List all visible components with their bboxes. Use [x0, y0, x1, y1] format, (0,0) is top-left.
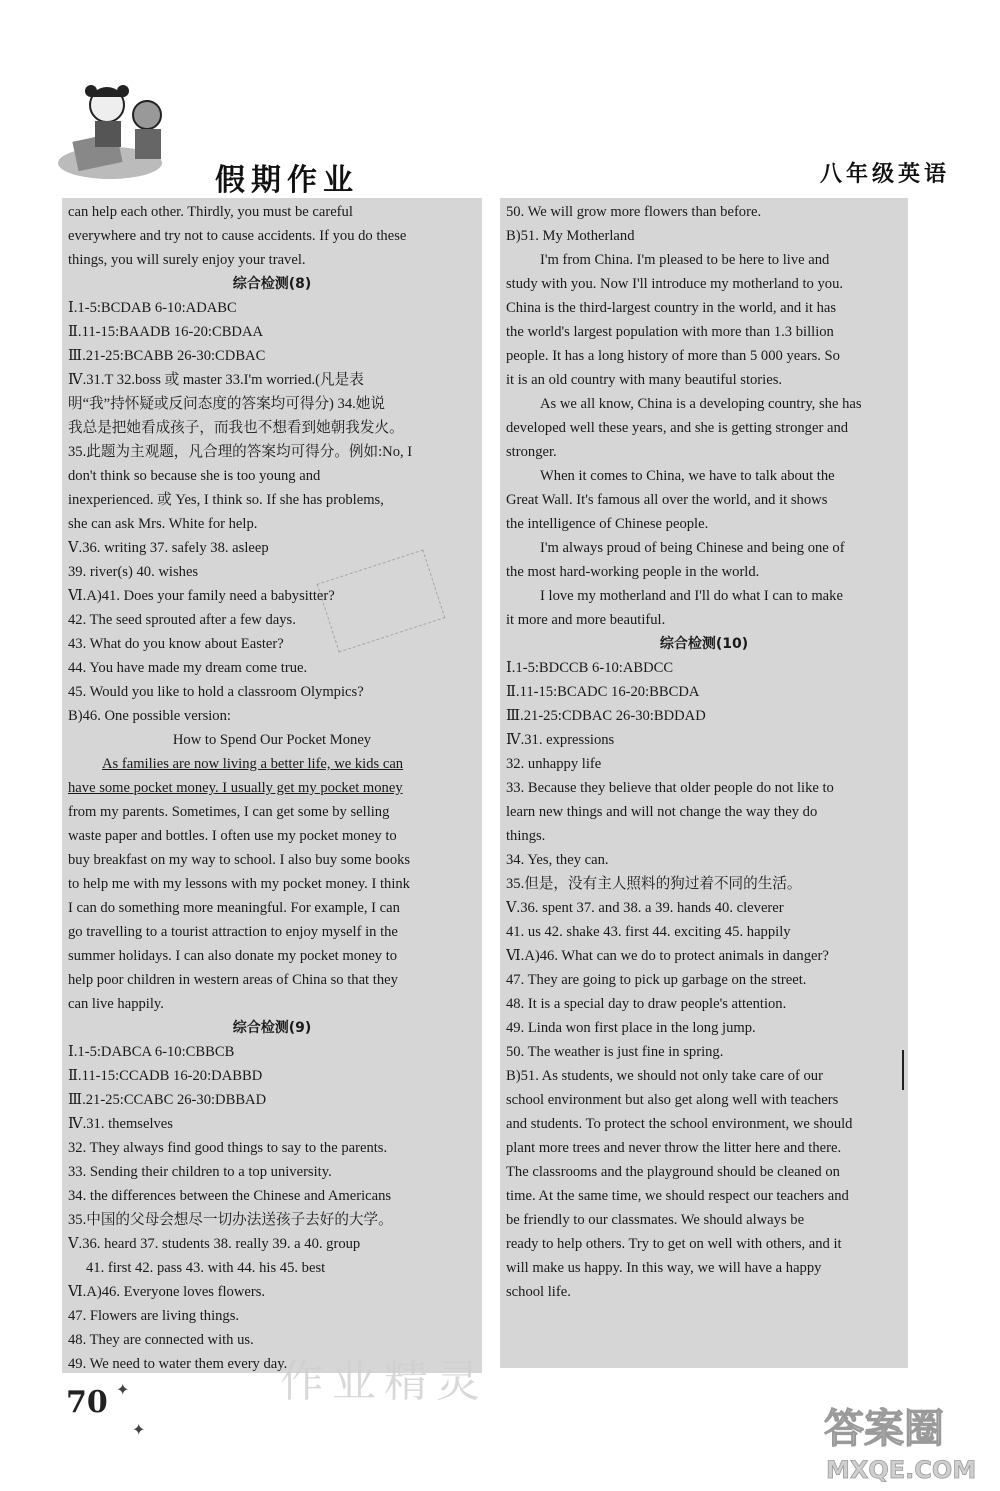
answer-line: study with you. Now I'll introduce my motherland to you. — [506, 276, 844, 292]
section-heading: 综合检测(8) — [232, 276, 312, 292]
answer-line: from my parents. Sometimes, I can get some by selling — [68, 804, 390, 820]
answer-line: go travelling to a tourist attraction to enjoy myself in the — [68, 924, 398, 940]
answer-line: Ⅵ.A)46. What can we do to protect animals in danger? — [506, 948, 829, 964]
answer-line: inexperienced. 或 Yes, I think so. If she has problems, — [68, 492, 384, 508]
section-heading: How to Spend Our Pocket Money — [172, 732, 372, 748]
answer-line: As families are now living a better life, we kids can — [102, 756, 404, 772]
answer-line: China is the third-largest country in the world, and it has — [506, 300, 837, 316]
answer-line: Ⅱ.11-15:BAADB 16-20:CBDAA — [68, 324, 264, 340]
answer-line: Ⅰ.1-5:BCDAB 6-10:ADABC — [68, 300, 237, 316]
answer-line: Ⅴ.36. heard 37. students 38. really 39. a 40. group — [68, 1236, 361, 1252]
site-logo — [820, 1390, 990, 1485]
section-heading: 综合检测(10) — [659, 636, 749, 652]
answer-line: 43. What do you know about Easter? — [68, 636, 284, 652]
page-number: 70 — [66, 1385, 108, 1420]
answer-line: time. At the same time, we should respect our teachers and — [506, 1188, 849, 1204]
answer-line: As we all know, China is a developing country, she has — [540, 396, 862, 412]
answer-line: Ⅱ.11-15:BCADC 16-20:BBCDA — [506, 684, 700, 700]
answer-line: plant more trees and never throw the litter here and there. — [506, 1140, 842, 1156]
answer-line: can help each other. Thirdly, you must be careful — [68, 204, 353, 220]
logo-url-text: MXQE.COM — [826, 1456, 977, 1484]
answer-line: 32. They always find good things to say to the parents. — [68, 1140, 388, 1156]
answer-line: things. — [506, 828, 546, 844]
answer-line: I can do something more meaningful. For example, I can — [68, 900, 400, 916]
answer-line: 32. unhappy life — [506, 756, 602, 772]
answer-line: B)46. One possible version: — [68, 708, 231, 724]
answer-line: Ⅴ.36. writing 37. safely 38. asleep — [68, 540, 269, 556]
answer-line: Ⅵ.A)46. Everyone loves flowers. — [68, 1284, 266, 1300]
answer-line: waste paper and bottles. I often use my pocket money to — [68, 828, 397, 844]
answer-line: she can ask Mrs. White for help. — [68, 516, 258, 532]
page-header — [45, 75, 970, 198]
answer-line: 34. Yes, they can. — [506, 852, 609, 868]
answer-line: will make us happy. In this way, we will have a happy — [506, 1260, 822, 1276]
answer-line: don't think so because she is too young and — [68, 468, 321, 484]
answer-line: things, you will surely enjoy your travel. — [68, 252, 306, 268]
answer-line: When it comes to China, we have to talk about the — [540, 468, 835, 484]
answer-line: I'm from China. I'm pleased to be here to live and — [540, 252, 830, 268]
answer-line: 35.此题为主观题，凡合理的答案均可得分。例如:No, I — [68, 444, 413, 460]
answer-line: Ⅳ.31. expressions — [506, 732, 615, 748]
answer-line: Ⅵ.A)41. Does your family need a babysitter? — [68, 588, 335, 604]
answer-line: Great Wall. It's famous all over the world, and it shows — [506, 492, 828, 508]
watermark-text: 作业精灵 — [280, 1356, 488, 1407]
answer-line: Ⅳ.31. themselves — [68, 1116, 173, 1132]
answer-column-right — [500, 198, 908, 1368]
answer-line: 47. They are going to pick up garbage on the street. — [506, 972, 807, 988]
answer-line: the world's largest population with more than 1.3 billion — [506, 324, 834, 340]
answer-line: ready to help others. Try to get on well with others, and it — [506, 1236, 842, 1252]
answer-line: it is an old country with many beautiful stories. — [506, 372, 783, 388]
book-title: 假期作业 — [215, 163, 359, 198]
answer-line: I love my motherland and I'll do what I can to make — [540, 588, 843, 604]
answer-line: 50. The weather is just fine in spring. — [506, 1044, 724, 1060]
answer-line: Ⅰ.1-5:BDCCB 6-10:ABDCC — [506, 660, 674, 676]
answer-line: learn new things and will not change the way they do — [506, 804, 818, 820]
answer-line: 50. We will grow more flowers than before. — [506, 204, 762, 220]
answer-line: everywhere and try not to cause accidents. If you do these — [68, 228, 407, 244]
answer-line: B)51. My Motherland — [506, 228, 635, 244]
answer-line: have some pocket money. I usually get my pocket money — [68, 780, 403, 796]
answer-line: 35.中国的父母会想尽一切办法送孩子去好的大学。 — [68, 1212, 393, 1228]
answer-line: Ⅲ.21-25:CDBAC 26-30:BDDAD — [506, 708, 706, 724]
answer-line: Ⅴ.36. spent 37. and 38. a 39. hands 40. cleverer — [506, 900, 784, 916]
answer-line: Ⅲ.21-25:CCABC 26-30:DBBAD — [68, 1092, 267, 1108]
answer-line: buy breakfast on my way to school. I also buy some books — [68, 852, 411, 868]
answer-line: The classrooms and the playground should be cleaned on — [506, 1164, 840, 1180]
answer-line: 45. Would you like to hold a classroom Olympics? — [68, 684, 364, 700]
answer-line: and students. To protect the school environment, we should — [506, 1116, 853, 1132]
answer-line: 49. Linda won first place in the long jump. — [506, 1020, 756, 1036]
margin-mark — [902, 1050, 904, 1090]
answer-line: B)51. As students, we should not only take care of our — [506, 1068, 823, 1084]
answer-line: 35.但是，没有主人照料的狗过着不同的生活。 — [506, 876, 802, 892]
answer-line: 44. You have made my dream come true. — [68, 660, 308, 676]
answer-line: stronger. — [506, 444, 557, 460]
logo-text: 答案圈 — [824, 1406, 944, 1452]
section-heading: 综合检测(9) — [232, 1020, 312, 1036]
answer-line: Ⅲ.21-25:BCABB 26-30:CDBAC — [68, 348, 266, 364]
answer-line: the intelligence of Chinese people. — [506, 516, 709, 532]
answer-line: 47. Flowers are living things. — [68, 1308, 240, 1324]
answer-line: be friendly to our classmates. We should always be — [506, 1212, 805, 1228]
star-icon: ✦ — [116, 1382, 130, 1399]
answer-line: summer holidays. I can also donate my pocket money to — [68, 948, 398, 964]
answer-line: 明“我”持怀疑或反问态度的答案均可得分) 34.她说 — [68, 396, 385, 412]
answer-line: the most hard-working people in the world. — [506, 564, 760, 580]
answer-line: to help me with my lessons with my pocket money. I think — [68, 876, 410, 892]
answer-line: 39. river(s) 40. wishes — [68, 564, 199, 580]
answer-line: Ⅰ.1-5:DABCA 6-10:CBBCB — [68, 1044, 235, 1060]
answer-line: 33. Because they believe that older people do not like to — [506, 780, 834, 796]
reading-children-illustration — [55, 75, 175, 185]
answer-line: people. It has a long history of more than 5 000 years. So — [506, 348, 840, 364]
answer-line: school environment but also get along well with teachers — [506, 1092, 839, 1108]
answer-line: 33. Sending their children to a top university. — [68, 1164, 332, 1180]
answer-line: 48. It is a special day to draw people's attention. — [506, 996, 787, 1012]
answer-line: it more and more beautiful. — [506, 612, 666, 628]
answer-line: 我总是把她看成孩子，而我也不想看到她朝我发火。 — [68, 420, 404, 436]
grade-subject-label: 八年级英语 — [819, 162, 950, 187]
answer-line: Ⅳ.31.T 32.boss 或 master 33.I'm worried.(凡是表 — [68, 372, 364, 388]
answer-line: 42. The seed sprouted after a few days. — [68, 612, 296, 628]
answer-line: school life. — [506, 1284, 571, 1300]
answer-line: can live happily. — [68, 996, 164, 1012]
answer-line: Ⅱ.11-15:CCADB 16-20:DABBD — [68, 1068, 263, 1084]
answer-line: developed well these years, and she is getting stronger and — [506, 420, 849, 436]
star-icon: ✦ — [132, 1422, 146, 1439]
answer-line: 41. first 42. pass 43. with 44. his 45. best — [86, 1260, 326, 1276]
answer-line: help poor children in western areas of China so that they — [68, 972, 398, 988]
answer-column-left — [62, 198, 482, 1373]
answer-line: 34. the differences between the Chinese and Americans — [68, 1188, 392, 1204]
answer-line: 48. They are connected with us. — [68, 1332, 254, 1348]
answer-line: 41. us 42. shake 43. first 44. exciting 45. happily — [506, 924, 791, 940]
answer-line: 49. We need to water them every day. — [68, 1356, 288, 1372]
answer-line: I'm always proud of being Chinese and being one of — [540, 540, 845, 556]
